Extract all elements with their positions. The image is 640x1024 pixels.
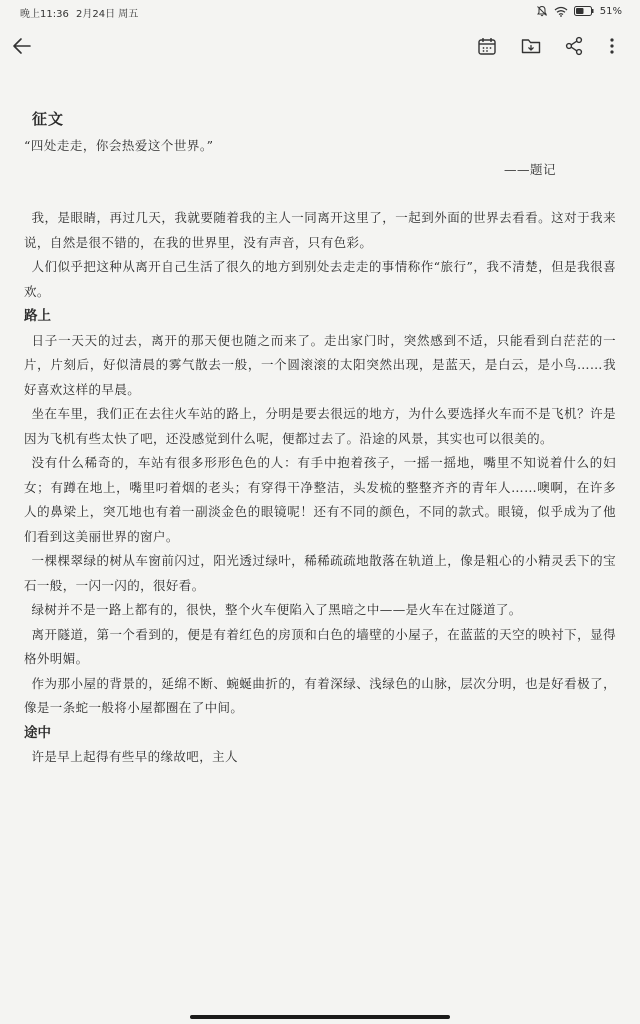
more-options-button[interactable] xyxy=(604,34,620,58)
toolbar xyxy=(0,26,640,66)
move-to-folder-button[interactable] xyxy=(519,34,543,58)
paragraph: 人们似乎把这种从离开自己生活了很久的地方到别处去走走的事情称作“旅行”，我不清楚，但是我很喜欢。 xyxy=(24,259,616,299)
paragraph: 作为那小屋的背景的，延绵不断、蜿蜒曲折的，有着深绿、浅绿色的山脉，层次分明，也是好看极了，像是一条蛇一般将小屋都圈在了中间。 xyxy=(24,675,616,715)
folder-icon xyxy=(519,34,543,58)
more-icon xyxy=(604,34,620,58)
status-time: 晚上11:36 xyxy=(20,9,69,20)
paragraph: 坐在车里，我们正在去往火车站的路上，分明是要去很远的地方，为什么要选择火车而不是飞机？许是因为飞机有些太快了吧，还没感觉到什么呢，便都过去了。沿途的风景，其实也可以很美的。 xyxy=(24,406,616,446)
section-heading: 路上 xyxy=(24,308,51,324)
wifi-icon xyxy=(554,6,568,17)
paragraph: 一棵棵翠绿的树从车窗前闪过，阳光透过绿叶，稀稀疏疏地散落在轨道上，像是粗心的小精灵丢下的宝石一般，一闪一闪的，很好看。 xyxy=(24,553,616,593)
epigraph-attribution: ——题记 xyxy=(504,162,557,177)
calendar-button[interactable] xyxy=(475,34,499,58)
paragraph: 离开隧道，第一个看到的，便是有着红色的房顶和白色的墙壁的小屋子，在蓝蓝的天空的映衬下，显得格外明媚。 xyxy=(24,626,616,666)
status-right xyxy=(536,5,622,17)
paragraph: 绿树并不是一路上都有的，很快，整个火车便陷入了黑暗之中——是火车在过隧道了。 xyxy=(31,602,522,617)
back-arrow-icon xyxy=(10,34,34,58)
battery-percent: 51% xyxy=(599,5,622,17)
paragraph: 没有什么稀奇的，车站有很多形形色色的人：有手中抱着孩子，一摇一摇地，嘴里不知说着什么的妇女；有蹲在地上，嘴里叼着烟的老头；有穿得干净整洁，头发梳的整整齐齐的青年人……噢啊，在许多人的鼻梁上，突兀地也有着一副淡金色的眼镜呢！还有不同的颜色，不同的款式。眼镜，似乎成为了他们看到这美丽世界的窗户。 xyxy=(24,455,616,544)
paragraph: 日子一天天的过去，离开的那天便也随之而来了。走出家门时，突然感到不适，只能看到白茫茫的一片，片刻后，好似清晨的雾气散去一般，一个圆滚滚的太阳突然出现，是蓝天，是白云，是小鸟……我好喜欢这样的早晨。 xyxy=(24,332,616,397)
document-title: 征文 xyxy=(32,110,65,128)
status-bar xyxy=(0,0,640,22)
home-indicator[interactable] xyxy=(190,1015,450,1019)
share-button[interactable] xyxy=(562,34,586,58)
mute-icon xyxy=(536,5,548,17)
status-left xyxy=(20,5,138,20)
epigraph: “四处走走，你会热爱这个世界。” xyxy=(24,138,214,153)
paragraph: 许是早上起得有些早的缘故吧，主人 xyxy=(31,749,238,764)
document-body xyxy=(24,206,616,770)
calendar-icon xyxy=(475,34,499,58)
battery-icon xyxy=(574,6,594,16)
share-icon xyxy=(562,34,586,58)
section-heading: 途中 xyxy=(24,724,51,741)
back-button[interactable] xyxy=(10,34,34,58)
paragraph: 我，是眼睛，再过几天，我就要随着我的主人一同离开这里了，一起到外面的世界去看看。这对于我来说，自然是很不错的，在我的世界里，没有声音，只有色彩。 xyxy=(24,210,616,250)
status-date: 2月24日 周五 xyxy=(76,9,139,20)
